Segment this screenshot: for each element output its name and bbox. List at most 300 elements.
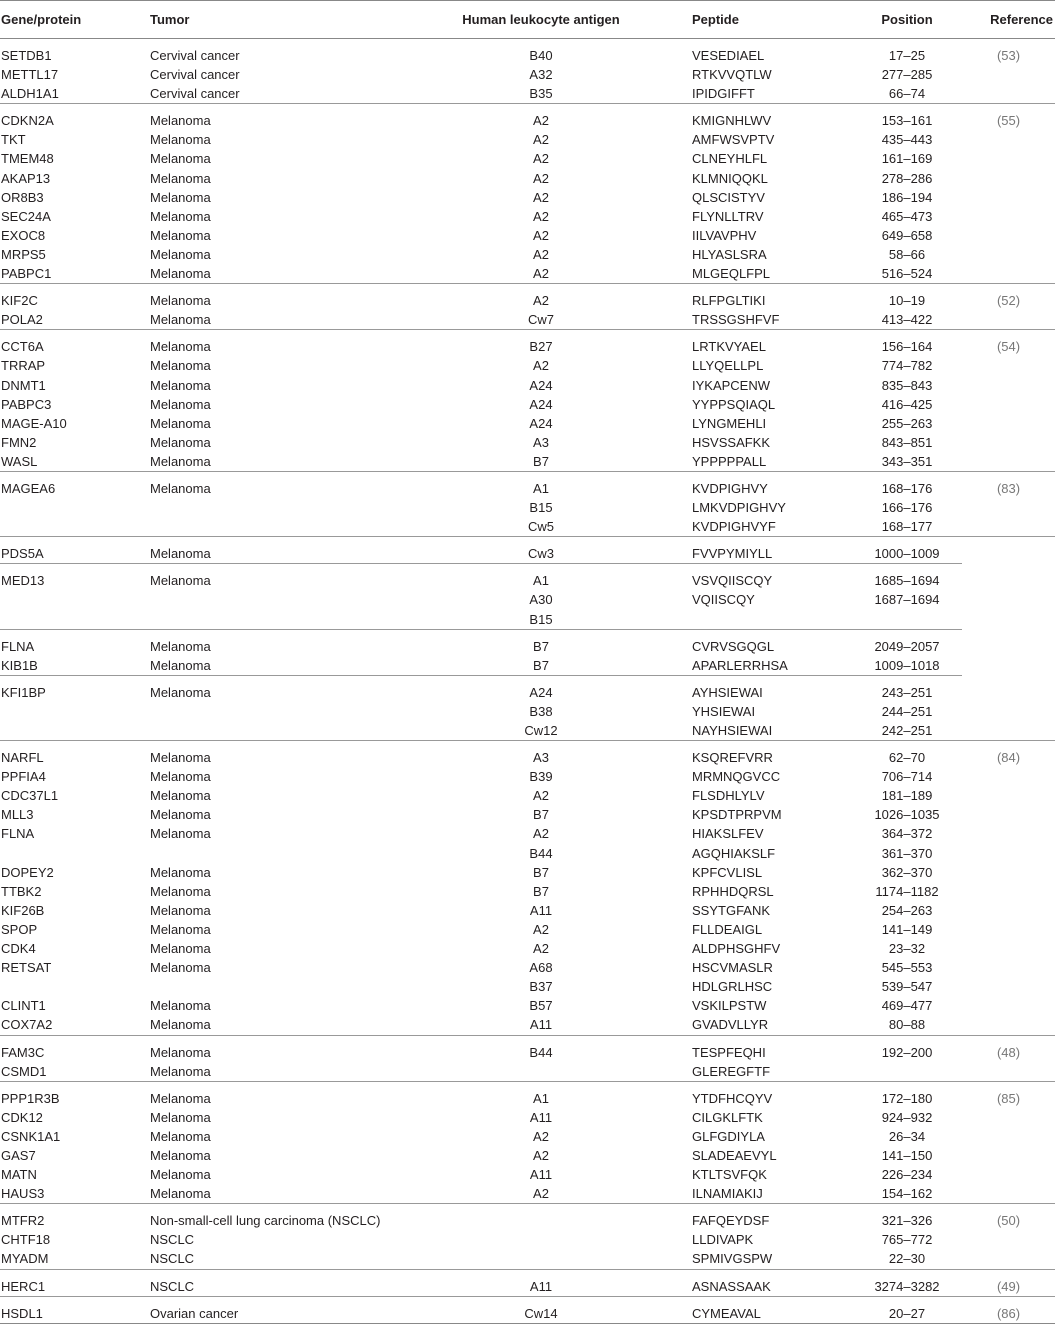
peptide-cell: GLEREGFTF xyxy=(692,1063,771,1079)
peptide-cell: NAYHSIEWAI xyxy=(692,723,773,738)
peptide-cell: FLYNLLTRV xyxy=(692,208,764,224)
position-cell: 361–370 xyxy=(881,845,933,861)
tumor-cell xyxy=(150,721,390,741)
reference-cell xyxy=(962,977,1055,996)
tumor-cell: Melanoma xyxy=(150,1017,211,1033)
reference-cell xyxy=(962,414,1055,433)
gene-cell: EXOC8 xyxy=(1,227,46,243)
position-cell: 539–547 xyxy=(881,979,933,995)
position-cell: 1687–1694 xyxy=(874,592,940,608)
reference-cell xyxy=(962,920,1055,939)
position-cell: 26–34 xyxy=(888,1128,926,1144)
position-cell: 706–714 xyxy=(881,769,933,785)
tumor-cell: Melanoma xyxy=(150,741,390,768)
reference-cell: (83) xyxy=(962,471,1055,498)
tumor-cell: Melanoma xyxy=(150,826,211,842)
table-row xyxy=(0,901,1055,920)
peptide-cell: YTDFHCQYV xyxy=(692,1081,852,1108)
peptide-cell: KPFCVLISL xyxy=(692,864,763,880)
table-row xyxy=(0,824,1055,843)
position-cell: 62–70 xyxy=(852,741,962,768)
hla-cell: A2 xyxy=(533,1186,549,1202)
reference-cell xyxy=(962,629,1055,656)
peptide-cell: FVVPYMIYLL xyxy=(692,537,852,564)
table-row xyxy=(0,1062,1055,1082)
gene-cell: CSNK1A1 xyxy=(1,1128,61,1144)
table-row xyxy=(0,395,1055,414)
position-cell: 1000–1009 xyxy=(852,537,962,564)
position-cell: 23–32 xyxy=(888,941,926,957)
table-row xyxy=(0,471,1055,498)
reference-cell xyxy=(962,1062,1055,1082)
table-row xyxy=(0,65,1055,84)
hla-cell: B7 xyxy=(533,864,549,880)
hla-cell: A11 xyxy=(529,1167,553,1183)
hla-cell: A24 xyxy=(390,675,692,702)
peptide-cell: ASNASSAAK xyxy=(692,1269,852,1296)
hla-cell: A3 xyxy=(390,741,692,768)
gene-cell: DOPEY2 xyxy=(1,864,54,880)
position-cell: 254–263 xyxy=(881,902,933,918)
hla-cell xyxy=(390,1204,692,1231)
peptide-cell: AMFWSVPTV xyxy=(692,132,775,148)
gene-cell: NARFL xyxy=(0,741,150,768)
gene-cell: SEC24A xyxy=(1,208,51,224)
gene-cell xyxy=(0,590,150,609)
reference-cell xyxy=(962,1146,1055,1165)
tumor-cell: Cervival cancer xyxy=(150,67,240,83)
table-row xyxy=(0,958,1055,977)
peptide-cell: APARLERRHSA xyxy=(692,657,788,673)
peptide-cell: TRSSGSHFVF xyxy=(692,312,780,328)
tumor-cell: Melanoma xyxy=(150,807,211,823)
position-cell: 10–19 xyxy=(852,284,962,311)
hla-cell: B57 xyxy=(529,998,553,1014)
tumor-cell: Melanoma xyxy=(150,266,211,282)
tumor-cell: Melanoma xyxy=(150,537,390,564)
position-cell: 58–66 xyxy=(888,246,926,262)
hla-cell: A2 xyxy=(533,132,549,148)
gene-cell: METTL17 xyxy=(1,67,59,83)
hla-cell: A3 xyxy=(533,434,549,450)
table-row xyxy=(0,629,1055,656)
reference-cell xyxy=(962,188,1055,207)
table-row xyxy=(0,996,1055,1015)
hla-cell: B37 xyxy=(529,979,553,995)
tumor-cell: Melanoma xyxy=(150,1109,211,1125)
hla-cell: B15 xyxy=(529,611,553,627)
position-cell: 1174–1182 xyxy=(875,883,939,899)
table-row xyxy=(0,1249,1055,1269)
hla-cell: A2 xyxy=(533,921,549,937)
hla-cell: A2 xyxy=(533,170,549,186)
peptide-cell: MRMNQGVCC xyxy=(692,769,781,785)
gene-cell: KIB1B xyxy=(1,657,38,673)
position-cell: 3274–3282 xyxy=(852,1269,962,1296)
tumor-cell: Melanoma xyxy=(150,902,211,918)
reference-cell xyxy=(962,310,1055,330)
tumor-cell: Melanoma xyxy=(150,396,211,412)
reference-cell xyxy=(962,1127,1055,1146)
reference-cell xyxy=(962,564,1055,591)
table-row xyxy=(0,1015,1055,1035)
table-row xyxy=(0,1146,1055,1165)
position-cell: 166–176 xyxy=(881,500,933,516)
gene-cell: DNMT1 xyxy=(1,377,46,393)
reference-cell: (84) xyxy=(962,741,1055,768)
reference-cell: (52) xyxy=(962,284,1055,311)
hla-cell: A2 xyxy=(390,284,692,311)
gene-cell: CDK12 xyxy=(1,1109,43,1125)
table-body xyxy=(0,39,1055,1324)
hla-cell: A24 xyxy=(529,415,553,431)
reference-cell xyxy=(962,939,1055,958)
gene-cell xyxy=(0,498,150,517)
tumor-cell: Melanoma xyxy=(150,1167,211,1183)
hla-cell: A1 xyxy=(390,564,692,591)
position-cell: 153–161 xyxy=(852,104,962,131)
peptide-cell: YYPPSQIAQL xyxy=(692,396,776,412)
peptide-cell xyxy=(692,610,852,630)
table-row xyxy=(0,805,1055,824)
position-cell: 465–473 xyxy=(881,208,933,224)
tumor-cell: Melanoma xyxy=(150,284,390,311)
position-cell: 2049–2057 xyxy=(852,629,962,656)
reference-cell xyxy=(962,356,1055,375)
tumor-cell: Melanoma xyxy=(150,769,211,785)
tumor-cell: Melanoma xyxy=(150,471,390,498)
reference-cell xyxy=(962,537,1055,564)
hla-cell: A68 xyxy=(529,960,553,976)
hla-cell: B7 xyxy=(533,883,549,899)
hla-cell: B7 xyxy=(533,453,549,469)
table-row xyxy=(0,721,1055,741)
reference-cell xyxy=(962,1015,1055,1035)
position-cell: 154–162 xyxy=(881,1186,933,1202)
position-cell: 362–370 xyxy=(881,864,933,880)
hla-cell: B35 xyxy=(529,86,553,102)
reference-cell xyxy=(962,452,1055,472)
peptide-cell: RLFPGLTIKI xyxy=(692,284,852,311)
position-cell xyxy=(852,1062,962,1082)
hla-cell: B39 xyxy=(529,769,553,785)
gene-cell: HSDL1 xyxy=(0,1296,150,1323)
tumor-cell: Cervival cancer xyxy=(150,86,240,102)
position-cell xyxy=(852,610,962,630)
table-row xyxy=(0,130,1055,149)
position-cell: 255–263 xyxy=(881,415,933,431)
tumor-cell: Melanoma xyxy=(150,358,211,374)
position-cell: 649–658 xyxy=(881,227,933,243)
header-row xyxy=(0,1,1055,39)
table-row xyxy=(0,844,1055,863)
position-cell: 1026–1035 xyxy=(874,807,940,823)
gene-cell: PDS5A xyxy=(0,537,150,564)
tumor-cell: Melanoma xyxy=(150,453,211,469)
tumor-cell: Melanoma xyxy=(150,312,211,328)
peptide-cell: KLMNIQQKL xyxy=(692,170,768,186)
tumor-cell: Melanoma xyxy=(150,104,390,131)
hla-cell: A24 xyxy=(529,396,553,412)
table-row xyxy=(0,939,1055,958)
peptide-cell: IYKAPCENW xyxy=(692,377,771,393)
table-row xyxy=(0,1230,1055,1249)
reference-cell: (49) xyxy=(962,1269,1055,1296)
reference-cell: (53) xyxy=(996,48,1021,63)
tumor-cell: Melanoma xyxy=(150,415,211,431)
position-cell: 172–180 xyxy=(852,1081,962,1108)
tumor-cell: Melanoma xyxy=(150,330,390,357)
gene-cell: HERC1 xyxy=(0,1269,150,1296)
gene-cell: CCT6A xyxy=(0,330,150,357)
position-cell: 278–286 xyxy=(881,170,933,186)
peptide-cell: IILVAVPHV xyxy=(692,227,757,243)
gene-cell: MED13 xyxy=(0,564,150,591)
table-row xyxy=(0,590,1055,609)
tumor-cell: Melanoma xyxy=(150,151,211,167)
table-row xyxy=(0,767,1055,786)
gene-cell: KIF2C xyxy=(0,284,150,311)
table-row xyxy=(0,1204,1055,1231)
gene-cell: CDC37L1 xyxy=(1,788,59,804)
gene-cell: SETDB1 xyxy=(1,48,52,63)
peptide-cell: HDLGRLHSC xyxy=(692,979,773,995)
tumor-cell: Melanoma xyxy=(150,1186,211,1202)
hla-cell: B38 xyxy=(529,703,553,719)
position-cell: 226–234 xyxy=(881,1167,933,1183)
gene-cell: RETSAT xyxy=(1,960,52,976)
gene-cell: FMN2 xyxy=(1,434,37,450)
position-cell: 416–425 xyxy=(881,396,933,412)
table-header xyxy=(0,1,1055,39)
tumor-cell: Melanoma xyxy=(150,132,211,148)
gene-cell: MRPS5 xyxy=(1,246,46,262)
reference-cell xyxy=(962,65,1055,84)
reference-cell xyxy=(962,958,1055,977)
tumor-cell: Melanoma xyxy=(150,960,211,976)
peptide-cell: VSVQIISCQY xyxy=(692,564,852,591)
col-position-header: Position xyxy=(852,1,962,39)
position-cell: 243–251 xyxy=(852,675,962,702)
tumor-cell: Melanoma xyxy=(150,883,211,899)
position-cell: 17–25 xyxy=(888,48,926,63)
table-row xyxy=(0,104,1055,131)
reference-cell xyxy=(962,149,1055,168)
tumor-cell: Melanoma xyxy=(150,189,211,205)
hla-cell: A2 xyxy=(533,358,549,374)
position-cell: 321–326 xyxy=(852,1204,962,1231)
peptide-cell: YHSIEWAI xyxy=(692,703,756,719)
reference-cell xyxy=(962,376,1055,395)
tumor-cell: Melanoma xyxy=(150,788,211,804)
peptide-cell: ALDPHSGHFV xyxy=(692,941,781,957)
reference-cell xyxy=(962,786,1055,805)
table-row xyxy=(0,376,1055,395)
peptide-cell: VESEDIAEL xyxy=(692,48,765,63)
peptide-cell: IPIDGIFFT xyxy=(692,86,755,102)
hla-cell: Cw5 xyxy=(527,519,554,535)
tumor-cell: Melanoma xyxy=(150,564,390,591)
reference-cell xyxy=(962,207,1055,226)
gene-cell xyxy=(0,977,150,996)
position-cell: 277–285 xyxy=(881,67,933,83)
hla-cell xyxy=(390,1249,692,1269)
table-row xyxy=(0,1184,1055,1204)
hla-cell: Cw7 xyxy=(527,312,554,328)
reference-cell xyxy=(962,395,1055,414)
reference-cell xyxy=(962,610,1055,630)
peptide-cell: CVRVSGQGL xyxy=(692,629,852,656)
position-cell: 435–443 xyxy=(881,132,933,148)
reference-cell: (86) xyxy=(962,1296,1055,1323)
table-row xyxy=(0,863,1055,882)
reference-cell xyxy=(962,264,1055,284)
gene-cell: WASL xyxy=(1,453,38,469)
reference-cell xyxy=(962,882,1055,901)
tumor-cell: Melanoma xyxy=(150,1081,390,1108)
position-cell: 168–176 xyxy=(852,471,962,498)
tumor-cell: Cervival cancer xyxy=(150,48,240,63)
reference-cell xyxy=(962,844,1055,863)
peptide-cell: MLGEQLFPL xyxy=(692,266,771,282)
hla-cell: B44 xyxy=(390,1035,692,1062)
table-row xyxy=(0,1165,1055,1184)
hla-cell: A2 xyxy=(533,151,549,167)
table-row xyxy=(0,39,1055,66)
reference-cell: (55) xyxy=(962,104,1055,131)
reference-cell xyxy=(962,702,1055,721)
table-row xyxy=(0,245,1055,264)
tumor-cell: Melanoma xyxy=(150,657,211,673)
gene-cell: MYADM xyxy=(1,1251,49,1267)
tumor-cell xyxy=(150,977,390,996)
table-row xyxy=(0,517,1055,537)
gene-cell: CLINT1 xyxy=(1,998,46,1014)
hla-cell: A11 xyxy=(529,1109,553,1125)
reference-cell xyxy=(962,656,1055,676)
gene-cell: CDKN2A xyxy=(0,104,150,131)
position-cell: 141–150 xyxy=(881,1147,933,1163)
tumor-cell: NSCLC xyxy=(150,1251,195,1267)
table-row xyxy=(0,920,1055,939)
table-row xyxy=(0,84,1055,104)
tumor-cell: NSCLC xyxy=(150,1269,390,1296)
hla-cell: B7 xyxy=(533,807,549,823)
col-gene-header: Gene/protein xyxy=(0,1,150,39)
table-row xyxy=(0,356,1055,375)
table-row xyxy=(0,330,1055,357)
position-cell: 20–27 xyxy=(852,1296,962,1323)
reference-cell xyxy=(962,226,1055,245)
gene-cell: MAGE-A10 xyxy=(1,415,67,431)
hla-cell: A2 xyxy=(533,208,549,224)
position-cell: 244–251 xyxy=(881,703,933,719)
gene-cell: KFI1BP xyxy=(0,675,150,702)
hla-cell: A11 xyxy=(529,902,553,918)
table-row xyxy=(0,1296,1055,1323)
col-reference-header: Reference xyxy=(962,1,1055,39)
tumor-cell: Melanoma xyxy=(150,1063,211,1079)
peptide-cell: KMIGNHLWV xyxy=(692,104,852,131)
tumor-cell: Melanoma xyxy=(150,208,211,224)
col-peptide-header: Peptide xyxy=(692,1,852,39)
peptide-cell: SPMIVGSPW xyxy=(692,1251,773,1267)
table-row xyxy=(0,741,1055,768)
gene-cell: OR8B3 xyxy=(1,189,44,205)
peptide-cell: SLADEAEVYL xyxy=(692,1147,777,1163)
reference-cell xyxy=(962,517,1055,537)
hla-cell: A2 xyxy=(533,227,549,243)
table-row xyxy=(0,284,1055,311)
position-cell: 80–88 xyxy=(888,1017,926,1033)
position-cell: 843–851 xyxy=(881,434,933,450)
position-cell: 22–30 xyxy=(888,1251,926,1267)
position-cell: 186–194 xyxy=(881,189,933,205)
tumor-cell: Melanoma xyxy=(150,864,211,880)
peptide-cell: QLSCISTYV xyxy=(692,189,765,205)
position-cell: 545–553 xyxy=(881,960,933,976)
peptide-cell: KTLTSVFQK xyxy=(692,1167,767,1183)
reference-cell xyxy=(962,996,1055,1015)
tumor-cell: Melanoma xyxy=(150,1035,390,1062)
table-row xyxy=(0,226,1055,245)
gene-cell xyxy=(0,721,150,741)
position-cell: 156–164 xyxy=(852,330,962,357)
hla-cell: Cw3 xyxy=(390,537,692,564)
tumor-cell: Melanoma xyxy=(150,998,211,1014)
gene-cell: PPP1R3B xyxy=(0,1081,150,1108)
hla-cell: A2 xyxy=(390,104,692,131)
table-row xyxy=(0,537,1055,564)
peptide-cell: GVADVLLYR xyxy=(692,1017,769,1033)
tumor-cell: Ovarian cancer xyxy=(150,1296,390,1323)
peptide-cell: CYMEAVAL xyxy=(692,1296,852,1323)
position-cell: 469–477 xyxy=(881,998,933,1014)
gene-cell: FLNA xyxy=(0,629,150,656)
reference-cell xyxy=(962,130,1055,149)
hla-cell: A2 xyxy=(533,941,549,957)
gene-cell xyxy=(0,610,150,630)
table-row xyxy=(0,1035,1055,1062)
position-cell: 765–772 xyxy=(881,1232,933,1248)
gene-cell xyxy=(0,844,150,863)
tumor-cell: Melanoma xyxy=(150,921,211,937)
peptide-cell: KSQREFVRR xyxy=(692,741,852,768)
tumor-cell xyxy=(150,590,390,609)
gene-cell: CDK4 xyxy=(1,941,36,957)
gene-cell: AKAP13 xyxy=(1,170,51,186)
hla-cell: A32 xyxy=(529,67,553,83)
peptide-cell: KVDPIGHVY xyxy=(692,471,852,498)
reference-cell xyxy=(962,169,1055,188)
peptide-cell: SSYTGFANK xyxy=(692,902,771,918)
reference-cell: (48) xyxy=(962,1035,1055,1062)
reference-cell xyxy=(962,805,1055,824)
gene-cell: KIF26B xyxy=(1,902,45,918)
table-row xyxy=(0,207,1055,226)
tumor-cell: Melanoma xyxy=(150,1128,211,1144)
table-row xyxy=(0,702,1055,721)
hla-cell: Cw14 xyxy=(390,1296,692,1323)
reference-cell xyxy=(962,245,1055,264)
hla-cell: B27 xyxy=(390,330,692,357)
hla-cell: A30 xyxy=(529,592,553,608)
peptide-cell: HSVSSAFKK xyxy=(692,434,771,450)
table-row xyxy=(0,169,1055,188)
position-cell: 168–177 xyxy=(881,519,933,535)
peptide-cell: TESPFEQHI xyxy=(692,1035,852,1062)
gene-cell: MAGEA6 xyxy=(0,471,150,498)
